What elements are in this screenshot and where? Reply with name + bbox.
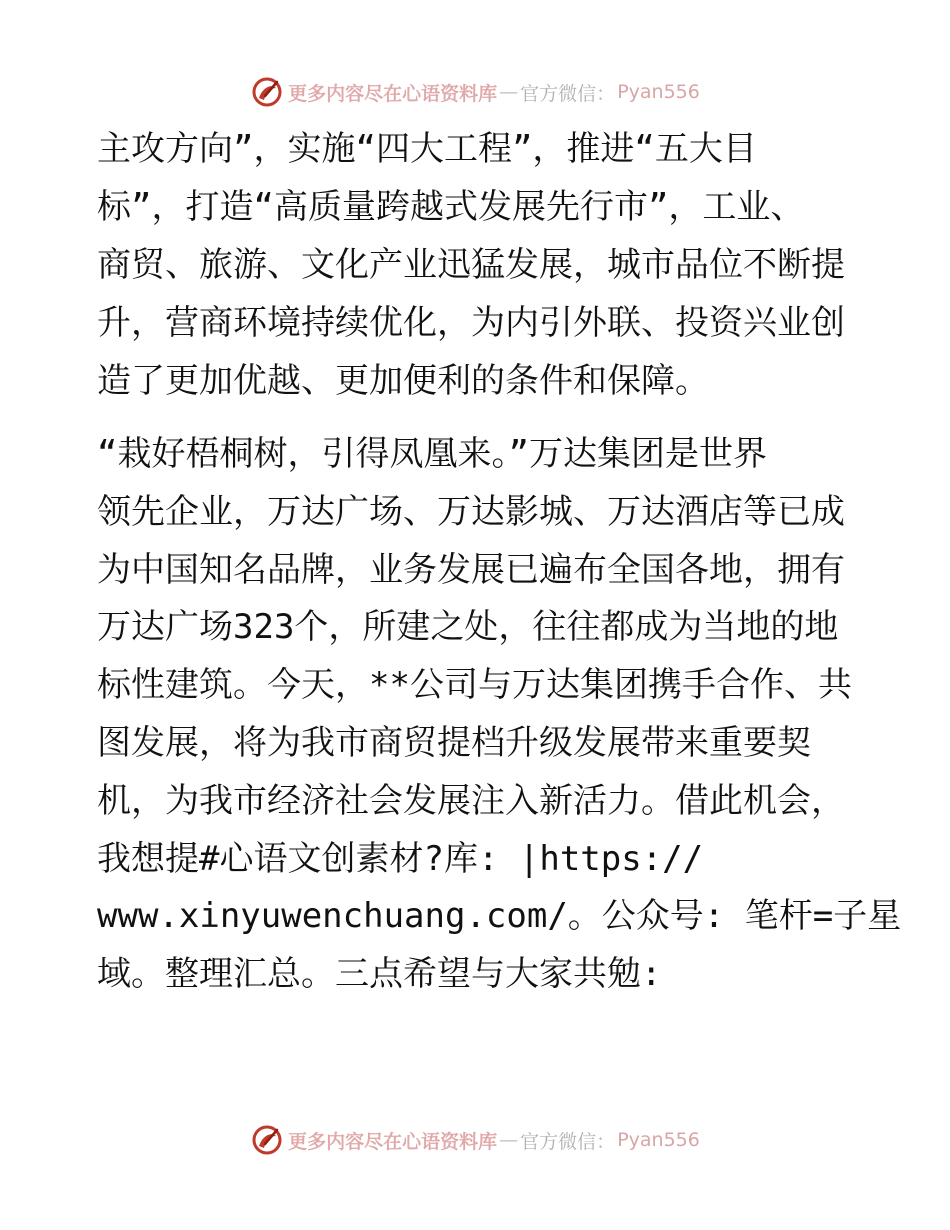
text-line: 我想提#心语文创素材?库: |https:// (97, 838, 704, 879)
wechat-account: Pyan556 (617, 81, 700, 103)
text-line: 升，营商环境持续优化，为内引外联、投资兴业创 (97, 303, 845, 343)
brand-text: 更多内容尽在心语资料库 (288, 82, 498, 105)
paragraph-2 (97, 426, 902, 1004)
red-swirl-logo-icon (250, 1123, 284, 1157)
wechat-label: 官方微信： (520, 82, 616, 105)
text-line: “栽好梧桐树，引得凤凰来。”万达集团是世界 (97, 434, 767, 474)
text-line: www.xinyuwenchuang.com/。公众号: 笔杆=子星 (97, 896, 902, 937)
red-swirl-logo-icon (250, 75, 284, 109)
banner-separator: — (499, 81, 519, 103)
brand-text: 更多内容尽在心语资料库 (288, 1130, 498, 1153)
text-line: 万达广场323个，所建之处，往往都成为当地的地 (97, 607, 839, 648)
header-banner (0, 72, 950, 112)
wechat-account: Pyan556 (617, 1129, 700, 1151)
text-line: 机，为我市经济社会发展注入新活力。借此机会， (97, 780, 845, 821)
banner-separator: — (499, 1129, 519, 1151)
text-line: 标性建筑。今天，**公司与万达集团携手合作、共 (97, 665, 852, 706)
text-line: 标”，打造“高质量跨越式发展先行市”，工业、 (97, 187, 805, 227)
wechat-label: 官方微信： (520, 1130, 616, 1153)
paragraph-1 (97, 120, 857, 410)
text-line: 图发展，将为我市商贸提档升级发展带来重要契 (97, 722, 811, 763)
text-line: 为中国知名品牌，业务发展已遍布全国各地，拥有 (97, 549, 845, 590)
text-line: 商贸、旅游、文化产业迅猛发展，城市品位不断提 (97, 245, 845, 285)
text-line: 主攻方向”，实施“四大工程”，推进“五大目 (97, 129, 757, 169)
text-line: 领先企业，万达广场、万达影城、万达酒店等已成 (97, 491, 845, 532)
footer-banner (0, 1120, 950, 1160)
text-line: 域。整理汇总。三点希望与大家共勉: (97, 954, 662, 995)
text-line: 造了更加优越、更加便利的条件和保障。 (97, 361, 709, 401)
